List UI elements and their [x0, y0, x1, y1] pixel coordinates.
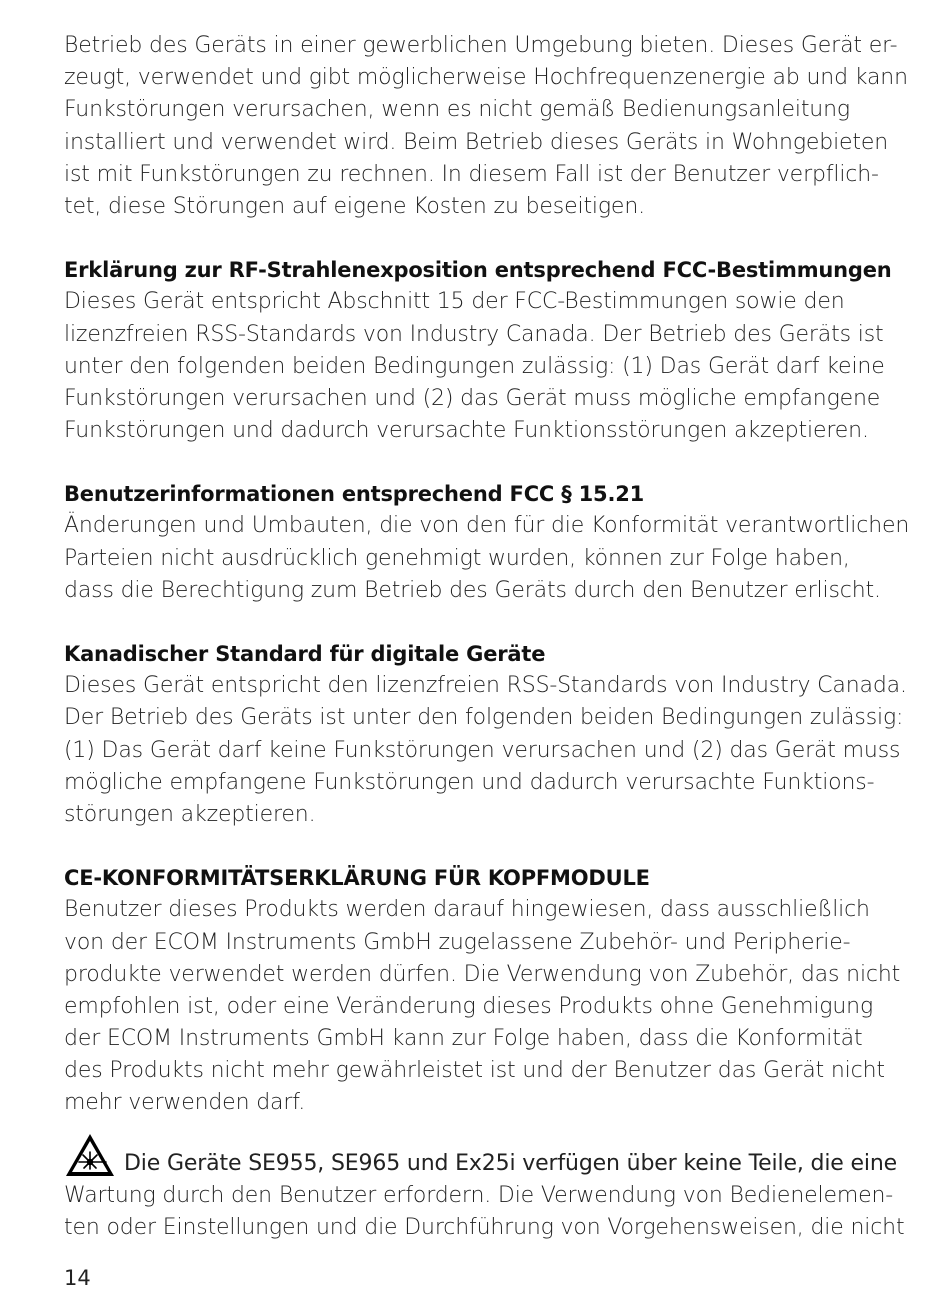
laser-warning-section — [64, 1140, 905, 1244]
text-line: Funkstörungen verursachen und (2) das Gerät muss mögliche empfangene — [64, 385, 881, 411]
section-gap — [64, 223, 894, 254]
fcc-15-21-section — [64, 478, 910, 607]
text-line: Wartung durch den Benutzer erfordern. Die Verwendung von Bedienelemen- — [64, 1182, 894, 1208]
section-heading: Erklärung zur RF-Strahlenexposition entsprechend FCC-Bestimmungen — [64, 258, 892, 283]
text-line: von der ECOM Instruments GmbH zugelassene Zubehör- und Peripherie- — [64, 929, 851, 955]
text-line: Parteien nicht ausdrücklich genehmigt wurden, können zur Folge haben, — [64, 545, 850, 571]
intro-paragraph — [64, 30, 908, 223]
text-line: Funkstörungen verursachen, wenn es nicht gemäß Bedienungsanleitung — [64, 97, 850, 123]
text-line: mehr verwenden darf. — [64, 1090, 306, 1116]
text-line: unter den folgenden beiden Bedingungen zulässig: (1) Das Gerät darf keine — [64, 353, 885, 379]
section-gap — [64, 831, 894, 862]
text-line: empfohlen ist, oder eine Veränderung dieses Produkts ohne Genehmigung — [64, 993, 873, 1019]
text-line: ist mit Funkstörungen zu rechnen. In diesem Fall ist der Benutzer verpflich- — [64, 161, 879, 187]
text-line: Dieses Gerät entspricht Abschnitt 15 der FCC-Bestimmungen sowie den — [64, 289, 845, 315]
canada-section — [64, 638, 907, 831]
text-line: dass die Berechtigung zum Betrieb des Geräts durch den Benutzer erlischt. — [64, 577, 881, 603]
text-line: der ECOM Instruments GmbH kann zur Folge haben, dass die Konformität — [64, 1026, 863, 1052]
text-line: Die Geräte SE955, SE965 und Ex25i verfügen über keine Teile, die eine — [124, 1150, 898, 1176]
text-line: Benutzer dieses Produkts werden darauf hingewiesen, dass ausschließlich — [64, 897, 870, 923]
text-line: störungen akzeptieren. — [64, 801, 316, 827]
section-heading: Kanadischer Standard für digitale Geräte — [64, 642, 546, 666]
text-line: mögliche empfangene Funkstörungen und dadurch verursachte Funktions- — [64, 769, 875, 795]
page-number: 14 — [64, 1266, 91, 1290]
ce-conformity-section — [64, 862, 901, 1120]
laser-warning-icon — [64, 1132, 116, 1178]
section-heading: CE-KONFORMITÄTSERKLÄRUNG FÜR KOPFMODULE — [64, 866, 650, 891]
text-line: (1) Das Gerät darf keine Funkstörungen verursachen und (2) das Gerät muss — [64, 737, 901, 763]
section-heading: Benutzerinformationen entsprechend FCC § 15.21 — [64, 482, 645, 507]
text-line: zeugt, verwendet und gibt möglicherweise Hochfrequenzenergie ab und kann — [64, 65, 908, 91]
text-line: Der Betrieb des Geräts ist unter den folgenden beiden Bedingungen zulässig: — [64, 705, 904, 731]
text-line: Dieses Gerät entspricht den lizenzfreien RSS-Standards von Industry Canada. — [64, 673, 907, 699]
text-line: lizenzfreien RSS-Standards von Industry Canada. Der Betrieb des Geräts ist — [64, 321, 884, 347]
laser-warning-first-line — [64, 1140, 898, 1180]
section-gap — [64, 447, 894, 478]
section-gap — [64, 607, 894, 638]
rf-exposure-section — [64, 254, 894, 447]
section-gap — [64, 1120, 894, 1140]
text-line: tet, diese Störungen auf eigene Kosten zu beseitigen. — [64, 193, 645, 219]
text-line: produkte verwendet werden dürfen. Die Verwendung von Zubehör, das nicht — [64, 961, 901, 987]
text-line: installiert und verwendet wird. Beim Betrieb dieses Geräts in Wohngebieten — [64, 129, 889, 155]
text-line: des Produkts nicht mehr gewährleistet ist und der Benutzer das Gerät nicht — [64, 1058, 885, 1084]
document-page — [64, 30, 910, 1244]
text-line: ten oder Einstellungen und die Durchführung von Vorgehensweisen, die nicht — [64, 1214, 905, 1240]
text-line: Funkstörungen und dadurch verursachte Funktionsstörungen akzeptieren. — [64, 418, 869, 444]
text-line: Änderungen und Umbauten, die von den für die Konformität verantwortlichen — [64, 513, 910, 539]
text-line: Betrieb des Geräts in einer gewerblichen Umgebung bieten. Dieses Gerät er- — [64, 33, 898, 58]
